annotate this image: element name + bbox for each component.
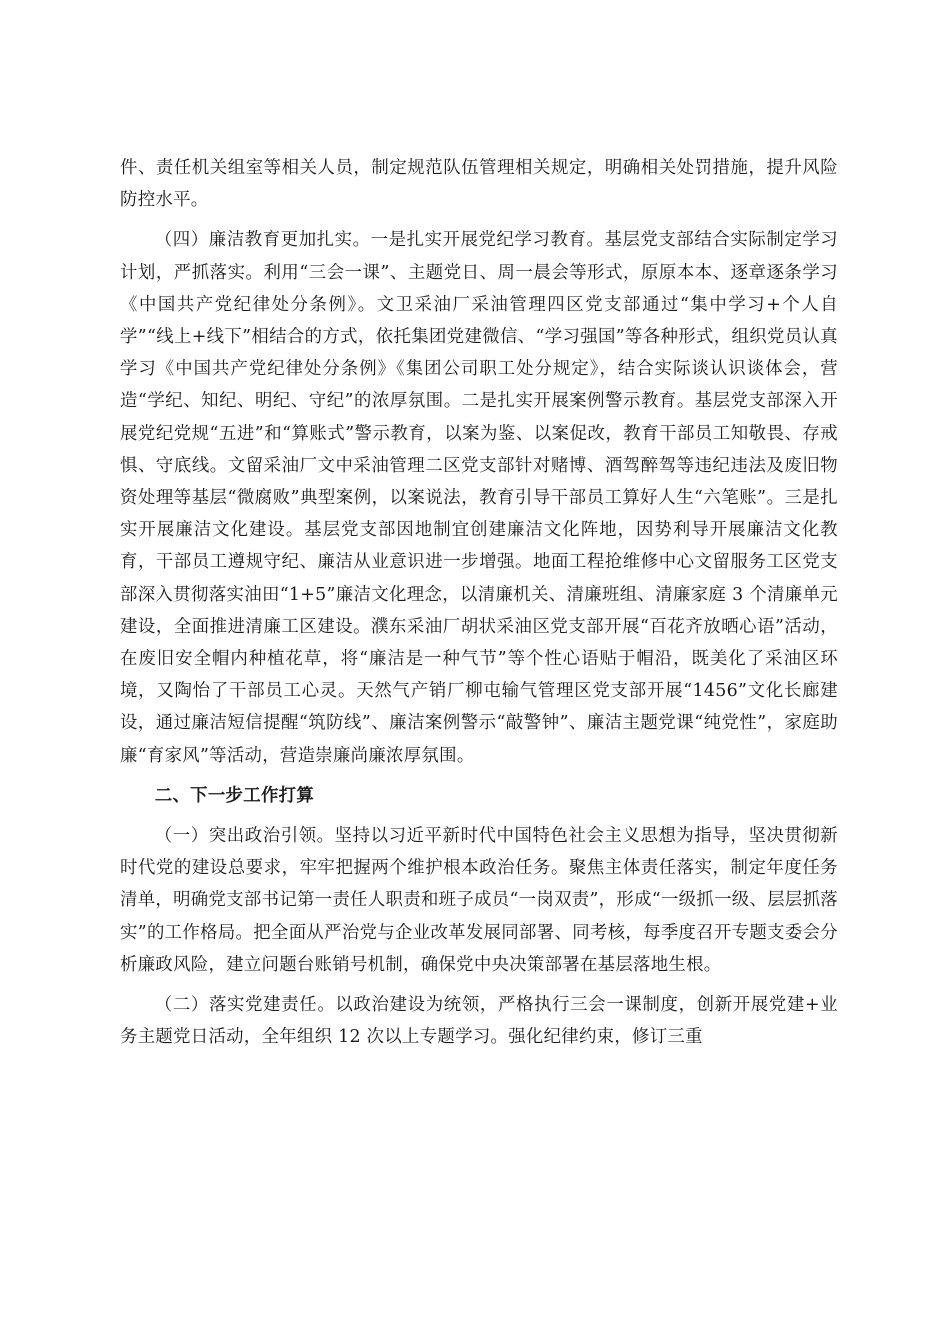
paragraph-political-guidance: （一）突出政治引领。坚持以习近平新时代中国特色社会主义思想为指导，坚决贯彻新时代党的建设总要求，牢牢把握两个维护根本政治任务。聚焦主体责任落实，制定年度任务清单，明确党支部书记第一责任人职责和班子成员“一岗双责”，形成“一级抓一级、层层抓落实”的工作格局。把全面从严治党与企业改革发展同部署、同考核，每季度召开专题支委会分析廉政风险，建立问题台账销号机制，确保党中央决策部署在基层落地生根。 xyxy=(120,826,838,975)
paragraph-integrity-education: （四）廉洁教育更加扎实。一是扎实开展党纪学习教育。基层党支部结合实际制定学习计划，严抓落实。利用“三会一课”、主题党日、周一晨会等形式，原原本本、逐章逐条学习《中国共产党纪律处分条例》。文卫采油厂采油管理四区党支部通过“集中学习+个人自学”“线上+线下”相结合的方式，依托集团党建微信、“学习强国”等各种形式，组织党员认真学习《中国共产党纪律处分条例》《集团公司职工处分规定》，结合实际谈认识谈体会，营造“学纪、知纪、明纪、守纪”的浓厚氛围。二是扎实开展案例警示教育。基层党支部深入开展党纪党规“五进”和“算账式”警示教育，以案为鉴、以案促改，教育干部员工知敬畏、存戒惧、守底线。文留采油厂文中采油管理二区党支部针对赌博、酒驾醉驾等违纪违法及废旧物资处理等基层“微腐败”典型案例，以案说法，教育引导干部员工算好人生“六笔账”。三是扎实开展廉洁文化建设。基层党支部因地制宜创建廉洁文化阵地，因势利导开展廉洁文化教育，干部员工遵规守纪、廉洁从业意识进一步增强。地面工程抢维修中心文留服务工区党支部深入贯彻落实油田“1+5”廉洁文化理念，以清廉机关、清廉班组、清廉家庭 3 个清廉单元建设，全面推进清廉工区建设。濮东采油厂胡状采油区党支部开展“百花齐放晒心语”活动，在废旧安全帽内种植花草，将“廉洁是一种气节”等个性心语贴于帽沿，既美化了采油区环境，又陶怡了干部员工心灵。天然气产销厂柳屯输气管理区党支部开展“1456”文化长廊建设，通过廉洁短信提醒“筑防线”、廉洁案例警示“敲警钟”、廉洁主题党课“纯党性”，家庭助廉“育家风”等活动，营造崇廉尚廉浓厚氛围。 xyxy=(120,230,838,766)
paragraph-party-responsibility: （二）落实党建责任。以政治建设为统领，严格执行三会一课制度，创新开展党建+业务主题党日活动，全年组织 12 次以上专题学习。强化纪律约束，修订三重 xyxy=(120,995,838,1048)
document-body xyxy=(120,152,838,1061)
section-heading-next-steps: 二、下一步工作打算 xyxy=(154,785,315,806)
paragraph-continuation: 件、责任机关组室等相关人员，制定规范队伍管理相关规定，明确相关处罚措施，提升风险防控水平。 xyxy=(120,158,838,211)
